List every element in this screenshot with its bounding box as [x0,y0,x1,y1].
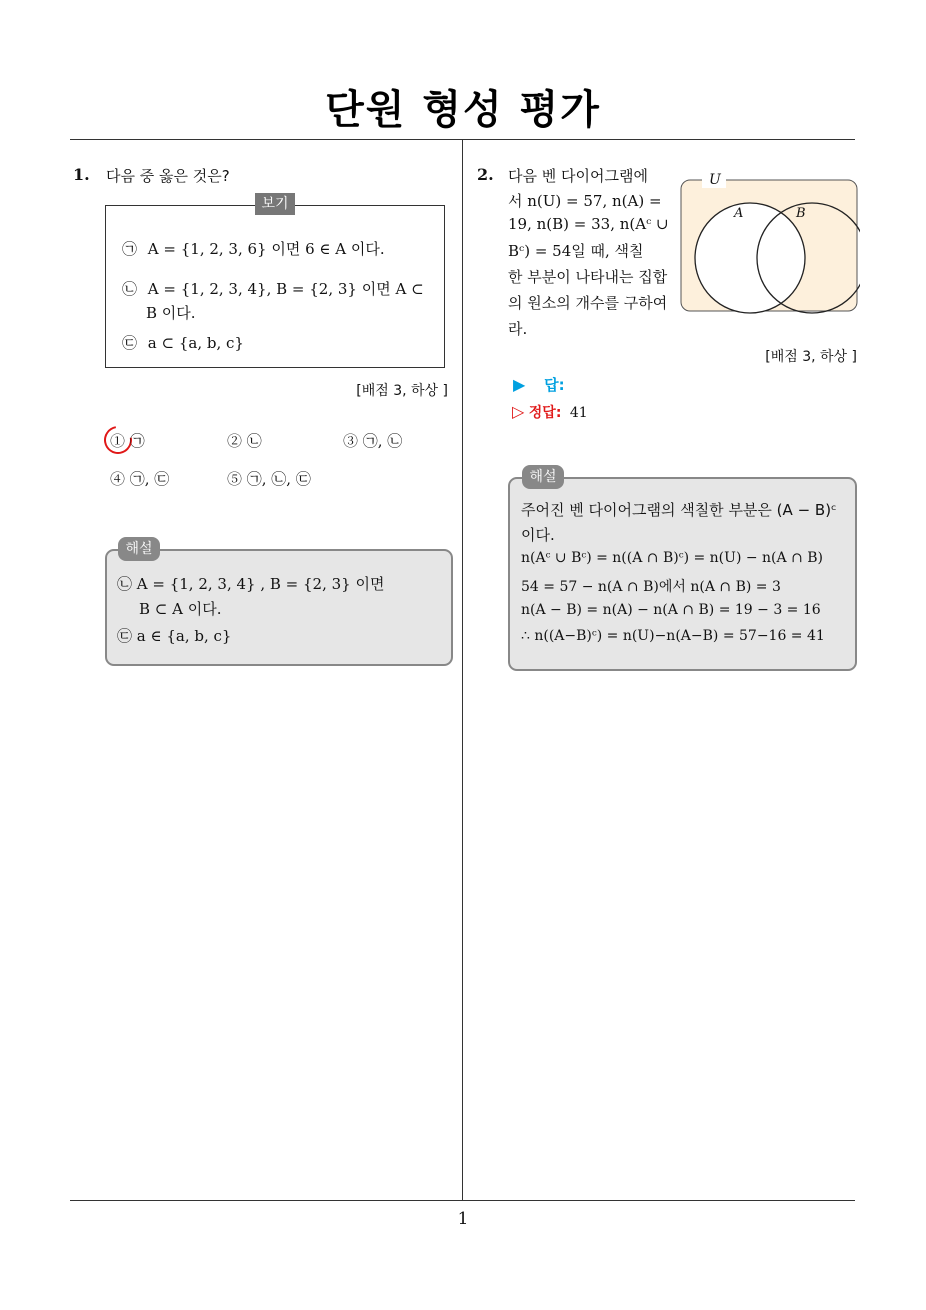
question-2-solution-line-1: 주어진 벤 다이어그램의 색칠한 부분은 (A − B)ᶜ [521,501,837,519]
statement-2 [122,278,424,299]
page-title: 단원 형성 평가 [325,87,601,133]
choice-2[interactable]: ② ㉡ [227,432,262,450]
choice-5[interactable]: ⑤ ㉠, ㉡, ㉢ [227,470,311,488]
question-1-solution-line-1: ㉡ A = {1, 2, 3, 4} , B = {2, 3} 이면 [117,575,385,593]
question-2-line-5: 한 부분이 나타내는 집합 [508,268,668,286]
choice-3[interactable]: ③ ㉠, ㉡ [343,432,403,450]
question-1-meta: [배점 3, 하상 ] [356,383,448,399]
answer-label: 답: [544,376,565,394]
correct-arrow-icon: ▷ [512,402,525,421]
question-2-solution-label: 해설 [522,465,564,489]
choice-1[interactable]: ① ㉠ [110,432,145,450]
question-2-solution-line-2: 이다. [521,526,555,544]
question-1-solution-label: 해설 [118,537,160,561]
statement-2-marker: ㉡ [122,280,138,298]
statement-1 [122,238,385,259]
question-2-meta: [배점 3, 하상 ] [765,349,857,365]
question-2-number: 2. [477,165,494,184]
choice-4[interactable]: ④ ㉠, ㉢ [110,470,170,488]
question-2-line-6: 의 원소의 개수를 구하여 [508,294,668,312]
venn-circle-a [695,203,805,313]
question-2-solution-line-3: n(Aᶜ ∪ Bᶜ) = n((A ∩ B)ᶜ) = n(U) − n(A ∩ B) [521,550,824,566]
venn-diagram [678,166,860,316]
column-divider [462,139,463,1200]
question-2-solution-line-4: 54 = 57 − n(A ∩ B)에서 n(A ∩ B) = 3 [521,579,781,595]
question-2-solution-line-5: n(A − B) = n(A) − n(A ∩ B) = 19 − 3 = 16 [521,602,821,618]
question-2-line-7: 라. [508,320,528,338]
statement-3-marker: ㉢ [122,334,138,352]
correct-label: 정답: [528,405,562,421]
venn-b-label: B [796,206,806,221]
statement-3-text: a ⊂ {a, b, c} [147,334,244,352]
question-2-solution-line-6: ∴ n((A−B)ᶜ) = n(U)−n(A−B) = 57−16 = 41 [521,628,825,644]
correct-row [512,402,588,422]
answer-play-icon: ▶ [513,375,526,394]
page-number: 1 [457,1209,469,1229]
question-1-solution-line-2: B ⊂ A 이다. [139,600,222,618]
statement-2-text: A = {1, 2, 3, 4}, B = {2, 3} 이면 A ⊂ [147,280,424,298]
venn-a-label: A [734,206,744,221]
question-2-line-3: 19, n(B) = 33, n(Aᶜ ∪ [508,215,669,233]
question-1-number: 1. [73,165,90,184]
bogi-label: 보기 [255,193,295,215]
question-2-line-2: 서 n(U) = 57, n(A) = [508,192,662,210]
question-2-line-4: Bᶜ) = 54일 때, 색칠 [508,242,644,260]
statement-1-text: A = {1, 2, 3, 6} 이면 6 ∈ A 이다. [147,240,385,258]
answer-row [513,374,565,395]
bottom-rule [70,1200,855,1201]
venn-u-label: U [709,172,721,188]
correct-value: 41 [569,405,588,421]
statement-1-marker: ㉠ [122,240,138,258]
question-1-text: 다음 중 옳은 것은? [106,167,230,185]
question-1-solution-line-3: ㉢ a ∈ {a, b, c} [117,627,232,645]
statement-3 [122,332,244,353]
statement-2-continued: B 이다. [146,304,196,322]
question-2-line-1: 다음 벤 다이어그램에 [508,167,648,185]
